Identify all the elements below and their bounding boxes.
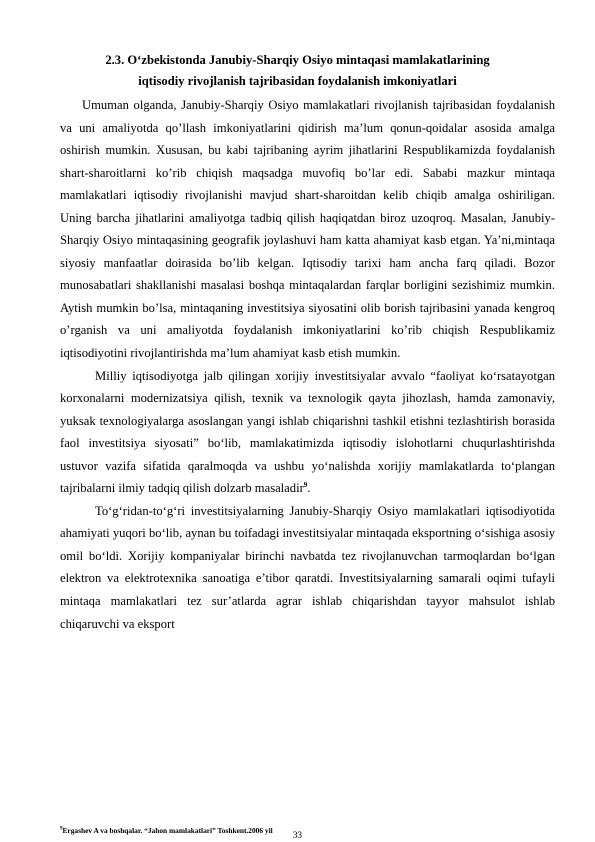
paragraph-3 bbox=[60, 500, 555, 635]
paragraph-2 bbox=[60, 365, 555, 500]
paragraph-2-end: . bbox=[307, 481, 311, 496]
footnote-number: 9 bbox=[60, 826, 63, 832]
page-number: 33 bbox=[293, 830, 302, 840]
paragraph-1 bbox=[60, 94, 555, 365]
footnote-reference: 9 bbox=[303, 481, 308, 490]
paragraph-2-text: Milliy iqtisodiyotga jalb qilingan xorijiy investitsiyalar avvalo “faoliyat ko‘rsatayotgan korxonalarni modernizatsiya qilish, texnik va texnologik qayta jihozlash, hamda zamonaviy, yuksak texnologiyalarga asoslangan yangi ishlab chiqarishni tashkil etishni tezlashtirish borasida faol investitsiya siyosati” bo‘lib, mamlakatimizda iqtisodiy islohotlarni chuqurlashtirishda ustuvor vazifa sifatida qaralmoqda va ushbu yo‘nalishda xorijiy mamlakatlarda to‘plangan tajribalarni ilmiy tadqiq qilish dolzarb masaladir bbox=[60, 368, 555, 496]
body-text bbox=[60, 94, 555, 635]
paragraph-1-text: Umuman olganda, Janubiy-Sharqiy Osiyo mamlakatlari rivojlanish tajribasidan foydalanish va uni amaliyotda qo’llash imkoniyatlarini qidirish ma’lum qonun-qoidalar asosida amalga oshirish mumkin. Xususan, bu kabi tajribaning ayrim jihatlarini Respublikamizda foydalanish shart-sharoitlarni ko’rib chiqish maqsadga muvofiq bo’lar edi. Sababi mazkur mintaqa mamlakatlari iqtisodiy rivojlanishi mavjud shart-sharoitdan kelib chiqib amalga oshiriligan. Uning barcha jihatlarini amaliyotga tadbiq qilish haqiqatdan biroz uzoqroq. Masalan, Janubiy-Sharqiy Osiyo mintaqasining geografik joylashuvi ham katta ahamiyat kasb etgan. Ya’ni,mintaqa siyosiy manfaatlar doirasida bo’lib kelgan. Iqtisodiy tarixi ham ancha farq qiladi. Bozor munosabatlari shakllanishi masalasi boshqa mintaqalardan farqlar borligini sezishimiz mumkin. Aytish mumkin bo’lsa, mintaqaning investitsiya siyosatini olib borish tajribasini yanada kengroq o’rganish va uni amaliyotda foydalanish imkoniyatlarini ko’rib chiqish Respublikamiz iqtisodiyotini rivojlantirishda ma’lum ahamiyat kasb etish mumkin. bbox=[60, 98, 555, 361]
footnote-text: Ergashev A va boshqalar. “Jahon mamlakatlari” Toshkent.2006 yil bbox=[62, 826, 273, 835]
section-heading-line-2: iqtisodiy rivojlanish tajribasidan foydalanish imkoniyatlari bbox=[138, 74, 457, 88]
paragraph-3-text: To‘g‘ridan-to‘g‘ri investitsiyalarning Janubiy-Sharqiy Osiyo mamlakatlari iqtisodiyotida ahamiyati yuqori bo‘lib, aynan bu toifadagi investitsiyalar mintaqada eksportning o‘sishiga asosiy omil bo‘ldi. Xorijiy kompaniyalar birinchi navbatda tez rivojlanuvchan tarmoqlardan bo‘lgan elektron va elektrotexnika sanoatiga e’tibor qaratdi. Investitsiyalarning samarali oqimi tufayli mintaqa mamlakatlari tez sur’atlarda agrar ishlab chiqarishdan tayyor mahsulot ishlab chiqaruvchi va eksport bbox=[60, 503, 555, 631]
section-heading-line-1: 2.3. O‘zbekistonda Janubiy-Sharqiy Osiyo mintaqasi mamlakatlarining bbox=[105, 53, 490, 67]
